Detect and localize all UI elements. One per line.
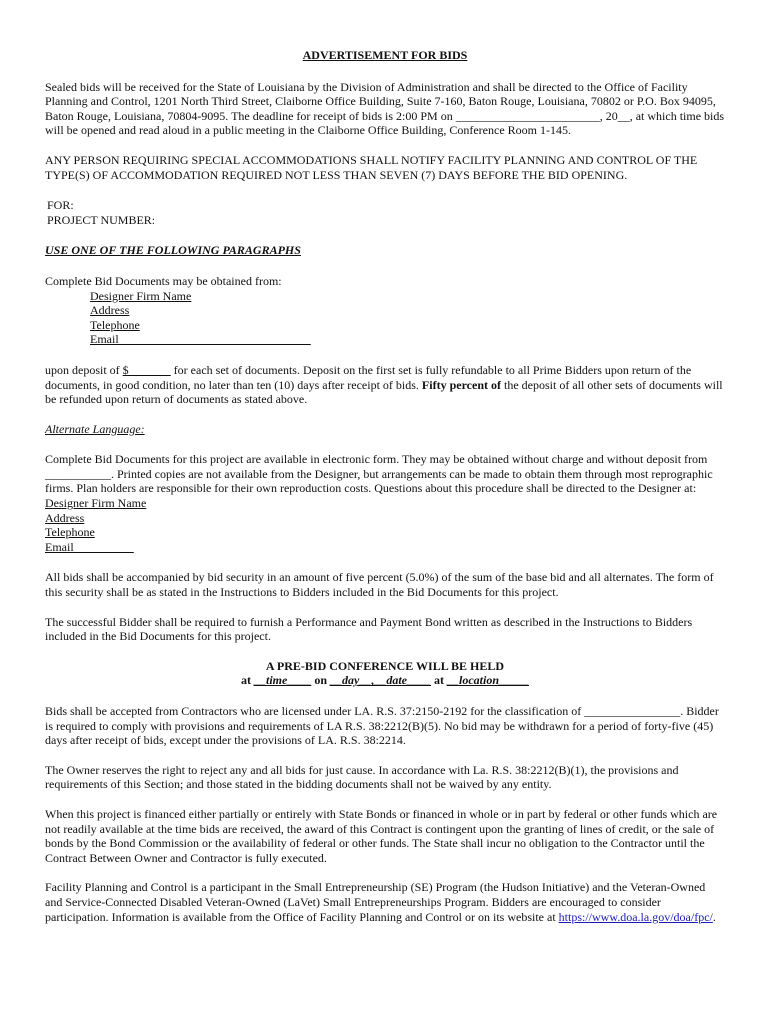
designer-firm-name: Designer Firm Name bbox=[90, 288, 192, 303]
alternate-language-heading: Alternate Language: bbox=[45, 421, 145, 436]
conference-at-2: at bbox=[431, 673, 447, 688]
designer-email: Email________________________________ bbox=[90, 332, 311, 347]
deposit-bold: Fifty percent of bbox=[421, 377, 501, 392]
conference-location: __location_____ bbox=[447, 673, 530, 688]
conference-time: __time____ bbox=[253, 673, 312, 688]
se-program-text: Facility Planning and Control is a participant in the Small Entrepreneurship (SE) Program (the Hudson Initiative) and the Veteran-Owned and Service-Connected Disabled Veteran-Owned (LaVet) Small Entrepreneurships Program. Bidders are encouraged to consider participation. Information is available from the Office of Facility Planning and Control or on its website at bbox=[45, 880, 706, 924]
designer-email-2: Email__________ bbox=[45, 539, 134, 554]
deposit-pre: upon deposit of bbox=[45, 362, 123, 377]
deposit-amount: $_______ bbox=[122, 362, 171, 377]
page-title: ADVERTISEMENT FOR BIDS bbox=[302, 48, 468, 62]
conference-on: on bbox=[311, 673, 330, 688]
financing-paragraph: When this project is financed either partially or entirely with State Bonds or financed in whole or in part by federal or other funds which are not readily available at the time bids are received, the award of this Contract is contingent upon the granting of lines of credit, or the sale of bonds by the Bond Commission or the availability of federal or other funds. The State shall incur no obligation to the Contractor until the Contract Between Owner and Contractor is fully executed. bbox=[45, 806, 718, 865]
se-program-tail: . bbox=[712, 909, 716, 924]
bond-paragraph: The successful Bidder shall be required to furnish a Performance and Payment Bond written as described in the Instructions to Bidders included in the Bid Documents for this project. bbox=[45, 614, 693, 644]
deposit-mid: for each set of documents. Deposit on the first set is fully refundable to all Prime Bidders upon return of the documents, in good condition, no later than ten (10) days after receipt of bids. bbox=[45, 362, 692, 392]
designer-address: Address bbox=[90, 303, 130, 318]
use-paragraphs-heading: USE ONE OF THE FOLLOWING PARAGRAPHS bbox=[45, 243, 301, 258]
reserve-rights-paragraph: The Owner reserves the right to reject any and all bids for just cause. In accordance with La. R.S. 38:2212(B)(1), the provisions and requirements of this Section; and those stated in the bidding documents shall not be waived by any entity. bbox=[45, 762, 679, 792]
fpc-website-link[interactable]: https://www.doa.la.gov/doa/fpc/ bbox=[558, 909, 713, 924]
conference-details bbox=[45, 673, 725, 688]
project-info bbox=[47, 198, 725, 227]
designer-telephone-2: Telephone bbox=[45, 525, 95, 540]
designer-telephone: Telephone bbox=[90, 317, 140, 332]
se-program-paragraph bbox=[45, 880, 725, 924]
conference-at: at bbox=[240, 673, 254, 688]
obtain-intro: Complete Bid Documents may be obtained from: bbox=[45, 273, 282, 288]
electronic-paragraph: Complete Bid Documents for this project are available in electronic form. They may be obtained without charge and without deposit from ___________. Printed copies are not available from the Designer, but arrangements can be made to obtain them through most reprographic firms. Plan holders are responsible for their own reproduction costs. Questions about this procedure shall be directed to the Designer at: bbox=[45, 452, 713, 496]
obtain-block bbox=[45, 274, 725, 347]
intro-paragraph: Sealed bids will be received for the State of Louisiana by the Division of Administration and shall be directed to the Office of Facility Planning and Control, 1201 North Third Street, Claiborne Office Building, Suite 7-160, Baton Rouge, Louisiana, 70802 or P.O. Box 94095, Baton Rouge, Louisiana, 70804-9095. The deadline for receipt of bids is 2:00 PM on ________________________, 20__, at which time bids will be opened and read aloud in a public meeting in the Claiborne Office Building, Conference Room 1-145. bbox=[45, 79, 725, 138]
electronic-block bbox=[45, 452, 725, 554]
deposit-paragraph bbox=[45, 363, 725, 407]
accommodations-notice: ANY PERSON REQUIRING SPECIAL ACCOMMODATIONS SHALL NOTIFY FACILITY PLANNING AND CONTROL OF THE TYPE(S) OF ACCOMMODATION REQUIRED NOT LESS THAN SEVEN (7) DAYS BEFORE THE BID OPENING. bbox=[45, 152, 698, 182]
bid-security-paragraph: All bids shall be accompanied by bid security in an amount of five percent (5.0%) of the sum of the base bid and all alternates. The form of this security shall be as stated in the Instructions to Bidders included in the Bid Documents for this project. bbox=[45, 570, 714, 600]
designer-firm-name-2: Designer Firm Name bbox=[45, 496, 147, 511]
conference-heading: A PRE-BID CONFERENCE WILL BE HELD bbox=[265, 658, 505, 673]
designer-address-2: Address bbox=[45, 510, 85, 525]
licensing-paragraph: Bids shall be accepted from Contractors who are licensed under LA. R.S. 37:2150-2192 for the classification of ________________. Bidder is required to comply with provisions and requirements of LA R.S. 38:2212(B)(5). No bid may be withdrawn for a period of forty-five (45) days after receipt of bids, except under the provisions of LA. R.S. 38:2214. bbox=[45, 704, 719, 748]
conference-date: __day__,__date____ bbox=[330, 673, 431, 688]
pre-bid-conference bbox=[45, 659, 725, 688]
project-number-label: PROJECT NUMBER: bbox=[47, 212, 156, 227]
deposit-post: the deposit of all other sets of documents will be refunded upon return of documents as stated above. bbox=[45, 377, 723, 407]
for-label: FOR: bbox=[47, 198, 74, 213]
